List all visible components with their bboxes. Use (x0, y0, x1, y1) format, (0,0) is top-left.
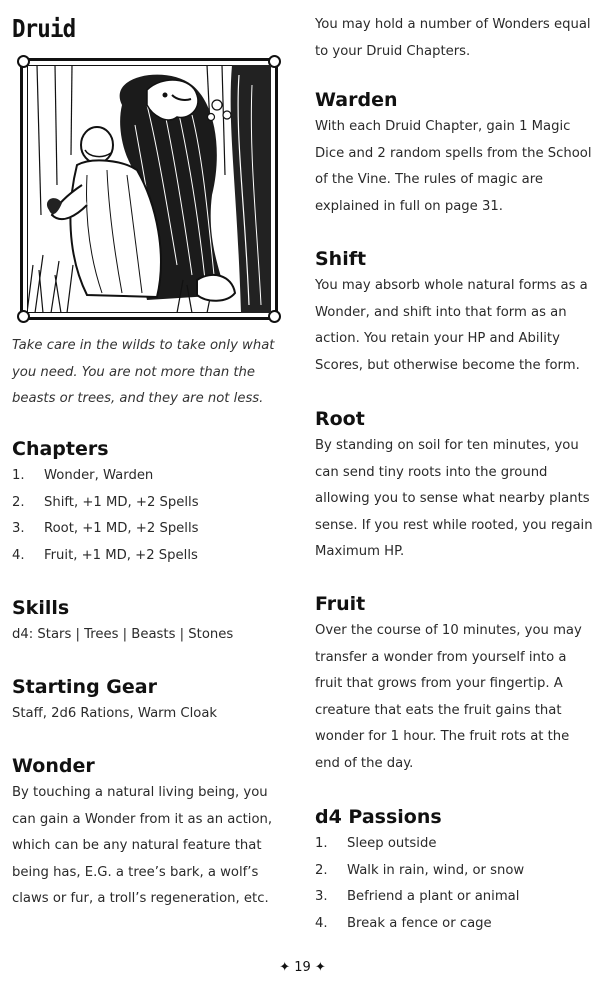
list-item: 2. Walk in rain, wind, or snow (315, 862, 525, 878)
list-item: 3. Root, +1 MD, +2 Spells (12, 521, 199, 536)
passions-heading: d4 Passions (315, 806, 442, 828)
wonder-heading: Wonder (12, 755, 95, 777)
fruit-heading: Fruit (315, 593, 366, 615)
shift-text: You may absorb whole natural forms as a Wonder, and shift into that form as an action. You retain your HP and Ability Scores, but otherwise become the form. (315, 278, 588, 373)
passions-list (315, 831, 597, 937)
wonder-text: By touching a natural living being, you can gain a Wonder from it as an action, which can be any natural feature that being has, E.G. a tree’s bark, a wolf’s claws or fur, a troll’s regeneration, etc. (12, 785, 273, 906)
fruit-section (315, 592, 597, 777)
warden-section (315, 88, 597, 220)
druid-and-lion-icon (27, 65, 271, 313)
page-number: ✦ 19 ✦ (279, 960, 326, 975)
skills-section (12, 596, 292, 649)
skills-text: d4: Stars | Trees | Beasts | Stones (12, 627, 234, 642)
shift-section (315, 247, 597, 379)
starting-gear-heading: Starting Gear (12, 676, 157, 698)
passions-section (315, 805, 597, 937)
wonder-continued (315, 12, 597, 65)
list-item: 4. Fruit, +1 MD, +2 Spells (12, 547, 198, 563)
page-title: Druid (12, 14, 76, 43)
fruit-text: Over the course of 10 minutes, you may transfer a wonder from yourself into a fruit that grows from your fingertip. A creature that eats the fruit gains that wonder for 1 hour. The fruit rots at the end of the day. (315, 623, 582, 771)
wonder-continued-text: You may hold a number of Wonders equal to your Druid Chapters. (315, 17, 591, 59)
root-heading: Root (315, 408, 365, 430)
starting-gear-text: Staff, 2d6 Rations, Warm Cloak (12, 706, 218, 721)
wonder-section (12, 754, 292, 913)
warden-heading: Warden (315, 89, 398, 111)
starting-gear-section (12, 675, 292, 728)
illustration-caption: Take care in the wilds to take only what you need. You are not more than the beasts or trees, and they are not less. (12, 338, 275, 406)
root-section (315, 407, 597, 566)
warden-text: With each Druid Chapter, gain 1 Magic Dice and 2 random spells from the School of the Vine. The rules of magic are explained in full on page 31. (315, 119, 592, 214)
list-item: 3. Befriend a plant or animal (315, 889, 520, 904)
shift-heading: Shift (315, 248, 367, 270)
druid-illustration (20, 58, 278, 320)
list-item: 4. Break a fence or cage (315, 915, 492, 931)
list-item: 1. Sleep outside (315, 836, 437, 851)
chapters-section (12, 437, 292, 569)
chapters-list (12, 463, 292, 569)
chapters-heading: Chapters (12, 438, 109, 460)
list-item: 2. Shift, +1 MD, +2 Spells (12, 494, 199, 510)
skills-heading: Skills (12, 597, 70, 619)
list-item: 1. Wonder, Warden (12, 468, 154, 483)
root-text: By standing on soil for ten minutes, you can send tiny roots into the ground allowing you to sense what nearby plants sense. If you rest while rooted, you regain Maximum HP. (315, 438, 593, 559)
